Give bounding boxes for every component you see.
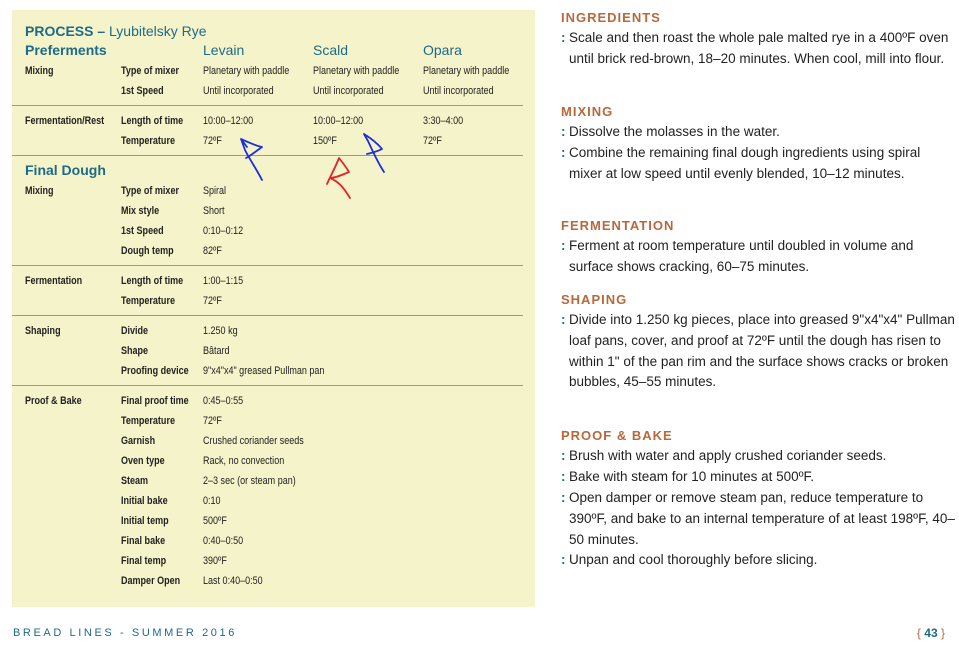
parameter-label: Damper Open <box>121 575 181 587</box>
final-dough-value: 0:40–0:50 <box>203 535 244 547</box>
final-dough-value: 0:45–0:55 <box>203 395 244 407</box>
divider <box>12 265 523 266</box>
final-dough-value: 500ºF <box>203 515 227 527</box>
page-number-footer: { 43 } <box>916 626 945 640</box>
bullet-icon: : <box>561 145 566 160</box>
column-levain: Levain <box>203 42 245 58</box>
parameter-label: Final bake <box>121 535 166 547</box>
page-number: 43 <box>924 626 938 640</box>
parameter-label: Final temp <box>121 555 167 567</box>
parameter-label: Initial bake <box>121 495 168 507</box>
final-dough-value: Crushed coriander seeds <box>203 435 304 447</box>
final-dough-value: Spiral <box>203 185 227 197</box>
preferment-value: 10:00–12:00 <box>313 115 364 127</box>
final-dough-value: 72ºF <box>203 295 222 307</box>
instruction-heading: PROOF & BAKE <box>561 428 673 443</box>
instruction-text: Divide into 1.250 kg pieces, place into greased 9"x4"x4" Pullman loaf pans, cover, and proof at 72ºF until the dough has risen to within 1" of the pan rim and the surface shows cracks or broken bubbles, 45–55 minutes. <box>569 312 955 390</box>
preferment-value: Until incorporated <box>203 85 274 97</box>
instruction-step <box>561 143 956 185</box>
preferment-value: 3:30–4:00 <box>423 115 464 127</box>
parameter-label: Garnish <box>121 435 156 447</box>
final-dough-value: Bâtard <box>203 345 230 357</box>
process-title: PROCESS – Lyubitelsky Rye <box>25 23 207 39</box>
instruction-text: Brush with water and apply crushed coriander seeds. <box>569 448 887 463</box>
parameter-label: Length of time <box>121 275 184 287</box>
publication-footer: BREAD LINES - SUMMER 2016 <box>13 627 237 639</box>
divider <box>12 385 523 386</box>
instruction-text: Dissolve the molasses in the water. <box>569 124 780 139</box>
section-label: Mixing <box>25 65 54 77</box>
final-dough-value: Last 0:40–0:50 <box>203 575 263 587</box>
divider <box>12 155 523 156</box>
final-dough-value: Rack, no convection <box>203 455 285 467</box>
parameter-label: Temperature <box>121 295 175 307</box>
parameter-label: Oven type <box>121 455 165 467</box>
final-dough-value: 2–3 sec (or steam pan) <box>203 475 296 487</box>
parameter-label: Length of time <box>121 115 184 127</box>
column-opara: Opara <box>423 42 462 58</box>
parameter-label: Type of mixer <box>121 65 179 77</box>
final-dough-value: Short <box>203 205 225 217</box>
bullet-icon: : <box>561 30 566 45</box>
divider <box>12 105 523 106</box>
divider <box>12 315 523 316</box>
bullet-icon: : <box>561 448 566 463</box>
instruction-step <box>561 122 956 143</box>
process-table-panel <box>12 10 535 607</box>
preferment-value: Planetary with paddle <box>313 65 400 77</box>
instruction-text: Combine the remaining final dough ingredients using spiral mixer at low speed until evenly blended, 10–12 minutes. <box>569 145 921 181</box>
instruction-step <box>561 28 956 70</box>
final-dough-value: 1.250 kg <box>203 325 238 337</box>
preferment-value: Until incorporated <box>313 85 384 97</box>
instruction-step <box>561 550 956 571</box>
preferment-value: Planetary with paddle <box>423 65 510 77</box>
final-dough-value: 9"x4"x4" greased Pullman pan <box>203 365 325 377</box>
section-label: Fermentation <box>25 275 83 287</box>
final-dough-value: 0:10–0:12 <box>203 225 244 237</box>
instruction-text: Open damper or remove steam pan, reduce temperature to 390ºF, and bake to an internal temperature of at least 198ºF, 40–50 minutes. <box>569 490 955 547</box>
preferment-value: 150ºF <box>313 135 337 147</box>
section-label: Mixing <box>25 185 54 197</box>
instruction-heading: SHAPING <box>561 292 628 307</box>
final-dough-value: 1:00–1:15 <box>203 275 244 287</box>
bullet-icon: : <box>561 490 566 505</box>
preferment-value: 72ºF <box>423 135 442 147</box>
section-label: Shaping <box>25 325 61 337</box>
preferment-value: 72ºF <box>203 135 222 147</box>
column-scald: Scald <box>313 42 349 58</box>
preferment-value: Planetary with paddle <box>203 65 290 77</box>
final-dough-heading: Final Dough <box>25 162 106 178</box>
parameter-label: Divide <box>121 325 149 337</box>
parameter-label: Proofing device <box>121 365 189 377</box>
instruction-heading: FERMENTATION <box>561 218 675 233</box>
preferment-value: 10:00–12:00 <box>203 115 254 127</box>
parameter-label: Steam <box>121 475 149 487</box>
preferments-heading: Preferments <box>25 42 107 58</box>
final-dough-value: 82ºF <box>203 245 222 257</box>
section-label: Proof & Bake <box>25 395 82 407</box>
section-label: Fermentation/Rest <box>25 115 105 127</box>
parameter-label: Shape <box>121 345 149 357</box>
parameter-label: Temperature <box>121 135 175 147</box>
preferment-value: Until incorporated <box>423 85 494 97</box>
bullet-icon: : <box>561 238 566 253</box>
instruction-heading: INGREDIENTS <box>561 10 661 25</box>
instruction-heading: MIXING <box>561 104 614 119</box>
parameter-label: Initial temp <box>121 515 169 527</box>
instruction-step <box>561 236 956 278</box>
parameter-label: Dough temp <box>121 245 174 257</box>
bullet-icon: : <box>561 312 566 327</box>
instruction-step <box>561 310 956 393</box>
parameter-label: 1st Speed <box>121 225 164 237</box>
parameter-label: Mix style <box>121 205 160 217</box>
instruction-step <box>561 467 956 488</box>
final-dough-value: 0:10 <box>203 495 221 507</box>
bullet-icon: : <box>561 469 566 484</box>
final-dough-value: 72ºF <box>203 415 222 427</box>
final-dough-value: 390ºF <box>203 555 227 567</box>
instruction-text: Bake with steam for 10 minutes at 500ºF. <box>569 469 815 484</box>
parameter-label: Temperature <box>121 415 175 427</box>
parameter-label: Final proof time <box>121 395 189 407</box>
instruction-text: Ferment at room temperature until doubled in volume and surface shows cracking, 60–75 minutes. <box>569 238 914 274</box>
instruction-text: Scale and then roast the whole pale malted rye in a 400ºF oven until brick red-brown, 18–20 minutes. When cool, mill into flour. <box>569 30 949 66</box>
parameter-label: 1st Speed <box>121 85 164 97</box>
bullet-icon: : <box>561 552 566 567</box>
instruction-text: Unpan and cool thoroughly before slicing. <box>569 552 818 567</box>
instruction-step <box>561 446 956 467</box>
instruction-step <box>561 488 956 550</box>
bullet-icon: : <box>561 124 566 139</box>
parameter-label: Type of mixer <box>121 185 179 197</box>
